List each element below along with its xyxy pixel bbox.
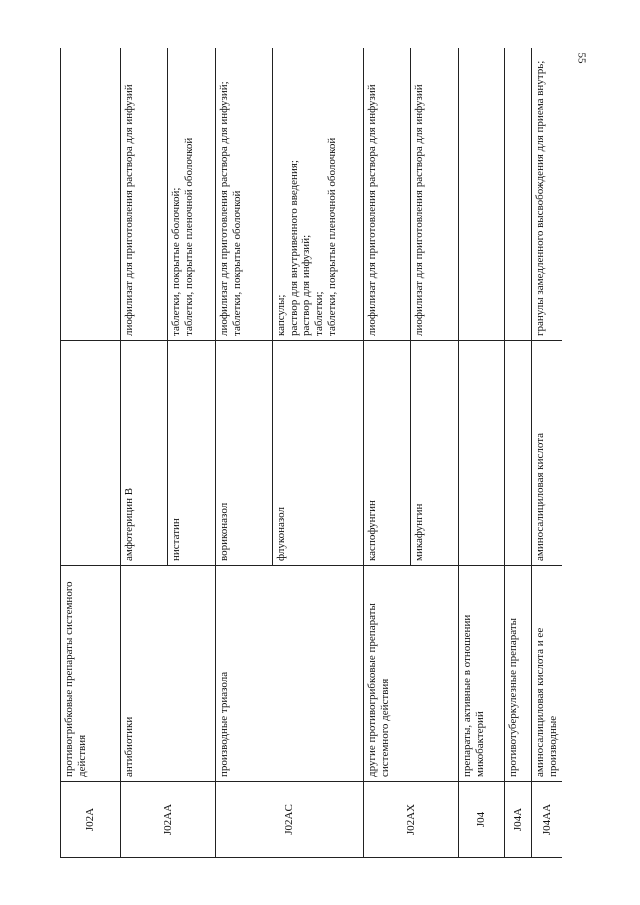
dosage-form: капсулы; [275,294,287,336]
table-row [364,48,411,858]
drug-table [60,48,562,858]
drug-name: аминосалициловая кислота [532,341,563,566]
table-row [121,48,168,858]
dosage-form: таблетки, покрытые оболочкой [230,190,243,336]
dosage-form: раствор для инфузий; [300,234,313,336]
dosage-forms [61,48,121,341]
table-row [532,48,563,858]
group-name: производные триазола [216,566,364,782]
group-name: препараты, активные в отношении микобактерий [459,566,505,782]
table-row [505,48,532,858]
group-name: аминосалициловая кислота и ее производные [532,566,563,782]
atc-code: J04A [505,782,532,858]
drug-name: амфотерицин В [121,341,168,566]
dosage-forms [364,48,411,341]
drug-name: микафунгин [411,341,459,566]
dosage-forms [168,48,216,341]
group-name: антибиотики [121,566,216,782]
atc-code: J02AA [121,782,216,858]
group-name: противогрибковые препараты системного действия [61,566,121,782]
dosage-form: лиофилизат для приготовления раствора для инфузий [413,84,425,336]
atc-code: J02AX [364,782,459,858]
dosage-form: лиофилизат для приготовления раствора для инфузий; [218,81,230,336]
group-name: другие противогрибковые препараты системного действия [364,566,459,782]
dosage-form: таблетки; [312,291,325,336]
dosage-form: раствор для внутривенного введения; [287,160,300,336]
dosage-forms [459,48,505,341]
dosage-form: лиофилизат для приготовления раствора для инфузий [366,84,378,336]
dosage-forms [411,48,459,341]
dosage-form: таблетки, покрытые пленочной оболочкой [325,137,338,336]
atc-code: J04AA [532,782,563,858]
atc-code: J04 [459,782,505,858]
drug-name [61,341,121,566]
group-name: противотуберкулезные препараты [505,566,532,782]
atc-code: J02A [61,782,121,858]
dosage-form: гранулы замедленного высвобождения для приема внутрь; [534,60,546,336]
dosage-form: таблетки, покрытые пленочной оболочкой [182,137,195,336]
dosage-forms [216,48,273,341]
drug-name: нистатин [168,341,216,566]
drug-name: флуконазол [273,341,364,566]
table-row [61,48,121,858]
dosage-forms [532,48,563,341]
atc-code: J02AC [216,782,364,858]
dosage-form: лиофилизат для приготовления раствора для инфузий [123,84,135,336]
page-number: 55 [575,52,587,64]
dosage-forms [121,48,168,341]
table-row [459,48,505,858]
drug-name [505,341,532,566]
drug-name: каспофунгин [364,341,411,566]
drug-name [459,341,505,566]
dosage-forms [505,48,532,341]
dosage-forms [273,48,364,341]
drug-name: вориконазол [216,341,273,566]
table-row [216,48,273,858]
dosage-form: таблетки, покрытые оболочкой; [170,187,182,336]
table-frame [60,48,562,858]
